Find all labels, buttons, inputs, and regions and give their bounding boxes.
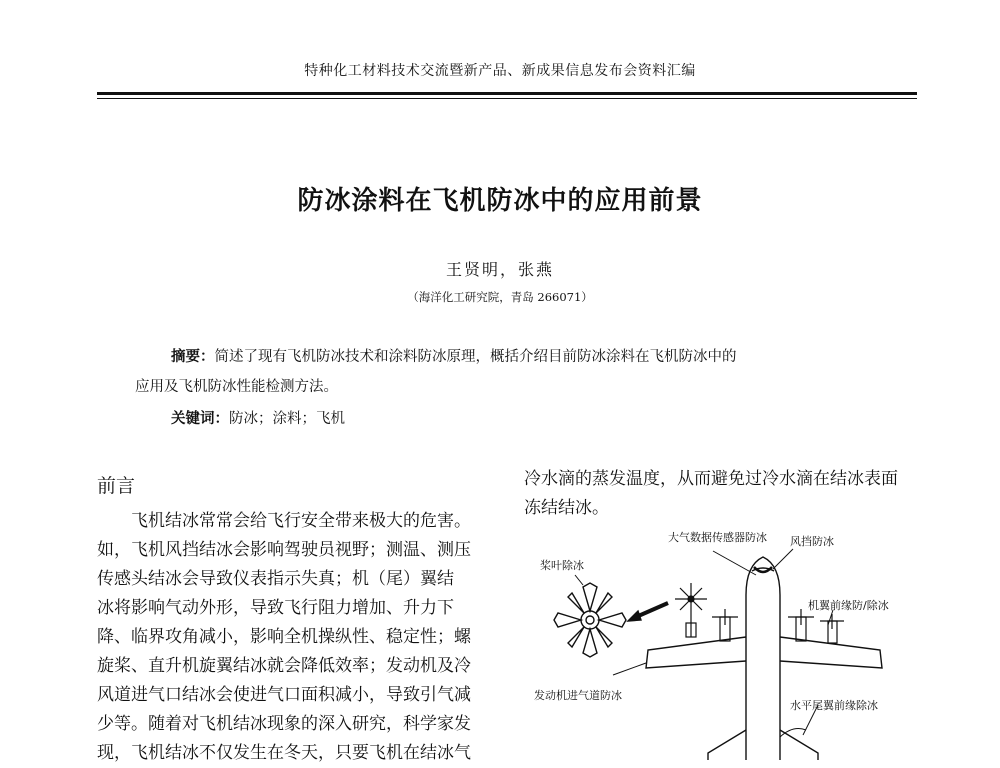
label-windshield: 风挡防冰 xyxy=(790,535,834,548)
body-line: 冻结结冰。 xyxy=(524,498,609,518)
header-rule-thick xyxy=(97,92,917,95)
engines xyxy=(712,609,844,643)
tailplane xyxy=(708,729,818,760)
keywords-label: 关键词： xyxy=(171,410,229,427)
arrow-icon xyxy=(628,603,668,621)
abstract xyxy=(135,342,880,402)
body-line: 降、临界攻角减小，影响全机操纵性、稳定性；螺 xyxy=(97,627,471,647)
abstract-label: 摘要： xyxy=(171,348,215,365)
wings xyxy=(646,637,882,668)
header-rule-thin xyxy=(97,98,917,99)
paper-title: 防冰涂料在飞机防冰中的应用前景 xyxy=(297,186,703,216)
section-title: 前言 xyxy=(97,475,136,497)
small-propeller-icon xyxy=(675,583,707,637)
body-line: 旋桨、直升机旋翼结冰就会降低效率；发动机及冷 xyxy=(97,656,471,676)
label-wing: 机翼前缘防/除冰 xyxy=(808,599,889,612)
fuselage xyxy=(746,557,780,760)
body-line: 冷水滴的蒸发温度，从而避免过冷水滴在结冰表面 xyxy=(524,469,898,489)
body-line: 少等。随着对飞机结冰现象的深入研究，科学家发 xyxy=(97,714,471,734)
keywords-text: 防冰；涂料；飞机 xyxy=(229,411,345,427)
body-right-column xyxy=(524,465,924,523)
aircraft-icing-figure xyxy=(528,525,918,760)
body-line: 现，飞机结冰不仅发生在冬天，只要飞机在结冰气 xyxy=(97,743,471,763)
paper-affiliation: （海洋化工研究院，青岛 266071） xyxy=(407,290,593,304)
aircraft-diagram xyxy=(528,525,918,760)
label-air-data: 大气数据传感器防冰 xyxy=(668,531,767,544)
abstract-text-1: 简述了现有飞机防冰技术和涂料防冰原理，概括介绍目前防冰涂料在飞机防冰中的 xyxy=(214,349,737,365)
abstract-text-2: 应用及飞机防冰性能检测方法。 xyxy=(135,379,338,395)
label-tailplane: 水平尾翼前缘除冰 xyxy=(790,699,878,712)
body-line: 飞机结冰常常会给飞行安全带来极大的危害。 xyxy=(97,511,471,531)
label-engine-inlet: 发动机进气道防冰 xyxy=(534,689,622,702)
propeller-detail-icon xyxy=(554,583,626,657)
journal-header: 特种化工材料技术交流暨新产品、新成果信息发布会资料汇编 xyxy=(304,63,696,79)
label-propeller: 桨叶除冰 xyxy=(540,559,584,572)
body-left-column xyxy=(97,507,492,768)
paper-authors: 王贤明，张燕 xyxy=(445,260,554,279)
keywords xyxy=(171,407,345,428)
body-line: 如，飞机风挡结冰会影响驾驶员视野；测温、测压 xyxy=(97,540,471,560)
body-line: 冰将影响气动外形，导致飞行阻力增加、升力下 xyxy=(97,598,454,618)
body-line: 传感头结冰会导致仪表指示失真；机（尾）翼结 xyxy=(97,569,454,589)
body-line: 风道进气口结冰会使进气口面积减小，导致引气减 xyxy=(97,685,471,705)
